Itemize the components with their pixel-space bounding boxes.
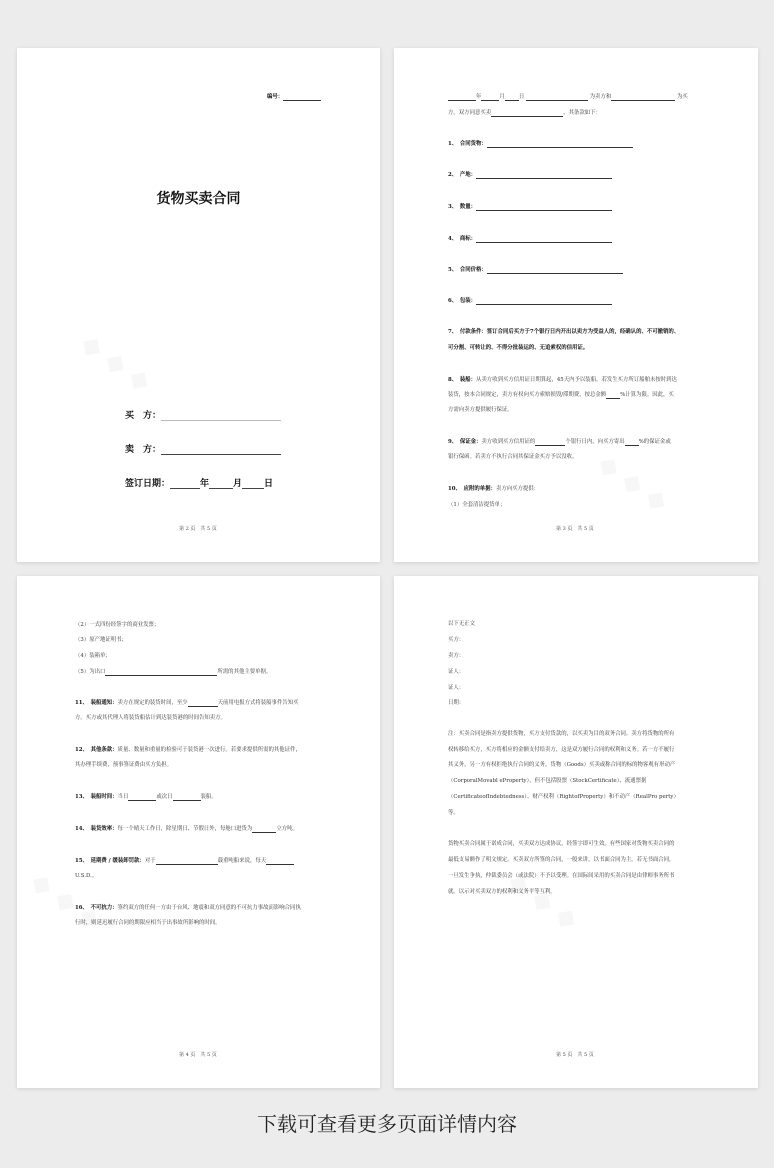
text: 卖方向买方提供： xyxy=(495,486,540,492)
text: 年 xyxy=(476,94,482,100)
clause-1 xyxy=(448,141,633,148)
text: 方。双方同意买卖 xyxy=(448,110,492,116)
text: 2、 产地： xyxy=(448,172,477,178)
text: 14、 装货效率： xyxy=(75,826,118,832)
intro-line-2 xyxy=(448,110,601,117)
blank xyxy=(173,794,201,801)
text: 5、 合同价格： xyxy=(448,267,487,273)
text: （5）为出口 xyxy=(75,669,106,675)
intro-line-1 xyxy=(448,94,688,101)
text: 3、 数量： xyxy=(448,204,477,210)
clause-7-line-2: 可分割、可转让的、不得分批装运的、无追索权的信用证。 xyxy=(448,345,589,351)
clause-14 xyxy=(75,826,298,833)
seller-signature-row xyxy=(125,442,281,455)
sign-date-row xyxy=(125,476,273,489)
clause-6 xyxy=(448,298,612,305)
document-item-5 xyxy=(75,669,271,676)
text: 卖方在规定的装货时间，至少 xyxy=(117,700,188,706)
clause-16-line-1 xyxy=(75,905,301,912)
buyer-signature-row xyxy=(125,408,281,421)
note-1-line: 权转移给买方，买方将相应的金额支付给卖方，这是双方履行合同的权利和义务。若一方不履行 xyxy=(448,747,675,753)
blank xyxy=(487,141,633,148)
clause-12-line-2: 其办理手续费，预事签证费由买方负担。 xyxy=(75,762,173,768)
blank xyxy=(491,110,563,117)
text: 16、 不可抗力： xyxy=(75,905,118,911)
document-item-2: （2）一式四份经签字的商业发票； xyxy=(75,622,160,628)
text: 装船。 xyxy=(200,794,217,800)
text: ，其条款如下： xyxy=(563,110,601,116)
clause-8-line-2 xyxy=(448,392,674,399)
blank xyxy=(105,669,217,676)
text: 为买 xyxy=(676,94,688,100)
page-4 xyxy=(394,576,758,1088)
text: 对于 xyxy=(144,858,156,864)
watermark xyxy=(75,328,156,397)
clause-7-line-1: 7、 付款条件：签订合同后买方于7个银行日内开出以卖方为受益人的，经确认的、不可撤销的、 xyxy=(448,329,680,335)
seller-line xyxy=(161,445,281,455)
blank xyxy=(448,94,476,101)
clause-9-line-1 xyxy=(448,439,671,446)
download-caption: 下载可查看更多页面详情内容 xyxy=(257,1112,517,1136)
page-footer: 第 4 页 共 5 页 xyxy=(179,1052,217,1058)
text: 日 xyxy=(518,94,525,100)
text: 立方吨。 xyxy=(276,826,298,832)
text: 12、 其他条款： xyxy=(75,747,118,753)
text: 10、 应附的单据： xyxy=(448,486,496,492)
text: 质量、数量和重量的检验可于装货港一次进行。若要求提供所需的其他证件， xyxy=(117,747,301,753)
clause-12-line-1 xyxy=(75,747,301,754)
clause-8-line-3: 方需向卖方提供履行保证。 xyxy=(448,407,513,413)
blank xyxy=(481,94,499,101)
clause-5 xyxy=(448,267,623,274)
text: 13、 装船时间： xyxy=(75,794,118,800)
document-item-3: （3）原产地证明书； xyxy=(75,637,127,643)
blank xyxy=(476,172,612,179)
clause-9-line-2: 银行保函。若卖方不执行合同其保证金买方予以没收。 xyxy=(448,454,578,460)
contract-number-label: 编号： xyxy=(267,94,284,100)
text: 11、 装船通知： xyxy=(75,700,118,706)
text: 或次日 xyxy=(156,794,173,800)
clause-8-line-1 xyxy=(448,377,677,384)
blank xyxy=(625,439,639,446)
text: 装货，按本合同规定，卖方有权向买方索赔损毁/滞期费，按总金额 xyxy=(448,392,607,398)
document-item-4: （4）装箱单； xyxy=(75,653,111,659)
blank xyxy=(252,826,276,833)
sign-date-label: 签订日期： xyxy=(125,479,171,489)
clause-11-line-2: 方。买方或其代理人将装货船估计到达装货港的时间告知卖方。 xyxy=(75,715,226,721)
text: 从卖方收到买方信用证日期算起，45天内予以装船。若发生买方所订船舶未按时到达 xyxy=(476,377,677,383)
clause-3 xyxy=(448,204,612,211)
text: %计算为限。因此，买 xyxy=(620,392,674,398)
page-footer: 第 5 页 共 5 页 xyxy=(556,1052,594,1058)
clause-2 xyxy=(448,172,612,179)
note-1-line: （CertificateofIndebtedness）、财产权利（RightofProperty）和不动产（RealPro perty） xyxy=(448,794,679,800)
blank xyxy=(156,858,218,865)
contract-title: 货物买卖合同 xyxy=(156,191,241,207)
buyer-line: 买方： xyxy=(448,637,465,643)
witness-line-2: 证人： xyxy=(448,685,465,691)
clause-15-line-1 xyxy=(75,858,294,865)
text: 1、 合同货物： xyxy=(448,141,487,147)
year-line xyxy=(170,479,200,489)
page-2 xyxy=(394,48,758,562)
witness-line-1: 证人： xyxy=(448,669,465,675)
blank xyxy=(476,204,612,211)
watermark xyxy=(592,448,673,517)
text: 月 xyxy=(499,94,505,100)
note-1-line: （CorporalMovabl eProperty），但不包括股票（StockCertificate）、流通票据 xyxy=(448,778,647,784)
page-footer: 第 3 页 共 5 页 xyxy=(556,526,594,532)
text: 个银行日内，向买方寄出 xyxy=(565,439,625,445)
text: 天前用电报方式将装船事件告知买 xyxy=(217,700,299,706)
note-1-line: 等。 xyxy=(448,810,459,816)
clause-15-line-2: U.S.D.。 xyxy=(75,873,98,879)
text: 载重吨船来说，每天 xyxy=(217,858,267,864)
text: 所需的其他主要单据。 xyxy=(217,669,272,675)
note-1-line: 注：买卖合同是指卖方提供货物，买方支付货款的，以买卖为目的双务合同。卖方将货物的所有 xyxy=(448,731,675,737)
month-line xyxy=(209,479,233,489)
clause-10-item-1: （1）全套清洁提货单； xyxy=(448,502,506,508)
no-more-text: 以下无正文 xyxy=(448,621,475,627)
text: 8、 装船： xyxy=(448,377,477,383)
note-2-line: 一旦发生争执，仲裁委员会（或法院）不予以受理。在国际间采用的买卖合同是由律师事务所书 xyxy=(448,873,675,879)
month-label: 月 xyxy=(233,479,243,489)
page-3 xyxy=(17,576,380,1088)
text: 为卖方和 xyxy=(589,94,612,100)
blank xyxy=(606,392,620,399)
text: 4、 商标： xyxy=(448,236,477,242)
blank xyxy=(487,267,623,274)
buyer-line xyxy=(161,411,281,421)
blank xyxy=(505,94,519,101)
year-label: 年 xyxy=(200,479,210,489)
text: 签约双方的任何一方由于台风、地震和双方同意的不可抗力事故而影响合同执 xyxy=(117,905,301,911)
clause-13 xyxy=(75,794,217,801)
text: 每一个晴天工作日，除星期日、节假日外，每舱口进货为 xyxy=(117,826,253,832)
note-2-line: 就。以示对买卖双方的权利和义务平等互利。 xyxy=(448,889,556,895)
seller-label: 卖 方： xyxy=(125,445,162,455)
blank xyxy=(611,94,675,101)
clause-16-line-2: 行时，则延迟履行合同的期限应相当于出事故所影响的时间。 xyxy=(75,920,221,926)
contract-number-line xyxy=(283,94,321,101)
text: 当日 xyxy=(117,794,129,800)
page-footer: 第 2 页 共 5 页 xyxy=(179,526,217,532)
blank xyxy=(476,298,612,305)
note-2-line: 货物买卖合同属于诺成合同，买卖双方达成协议，经签字即可生效。有些国家对货物买卖合同的 xyxy=(448,841,675,847)
text: %的保证金或 xyxy=(638,439,671,445)
buyer-label: 买 方： xyxy=(125,411,162,421)
note-1-line: 其义务，另一方有权拒绝执行合同的义务。货物（Goods）买卖或称合同的标的物客观有形动产 xyxy=(448,762,676,768)
seller-line: 卖方： xyxy=(448,653,465,659)
blank xyxy=(526,94,588,101)
blank xyxy=(188,700,218,707)
blank xyxy=(266,858,294,865)
text: 卖方收到买方信用证的 xyxy=(481,439,536,445)
blank xyxy=(535,439,565,446)
date-line: 日期： xyxy=(448,700,465,706)
day-label: 日 xyxy=(264,479,274,489)
text: 6、 包装： xyxy=(448,298,477,304)
text: 15、 延期费 / 缓装卸罚款： xyxy=(75,858,145,864)
clause-11-line-1 xyxy=(75,700,299,707)
clause-4 xyxy=(448,236,612,243)
blank xyxy=(476,236,612,243)
page-1-cover xyxy=(17,48,380,562)
text: 9、 保证金： xyxy=(448,439,482,445)
note-2-line: 最低支易额作了明文规定。买卖双方所签的合同，一般来讲，以书面合同为主。若无书面合同， xyxy=(448,857,675,863)
clause-10-line-1 xyxy=(448,486,539,493)
blank xyxy=(128,794,156,801)
contract-number-row xyxy=(267,94,321,101)
day-line xyxy=(242,479,264,489)
